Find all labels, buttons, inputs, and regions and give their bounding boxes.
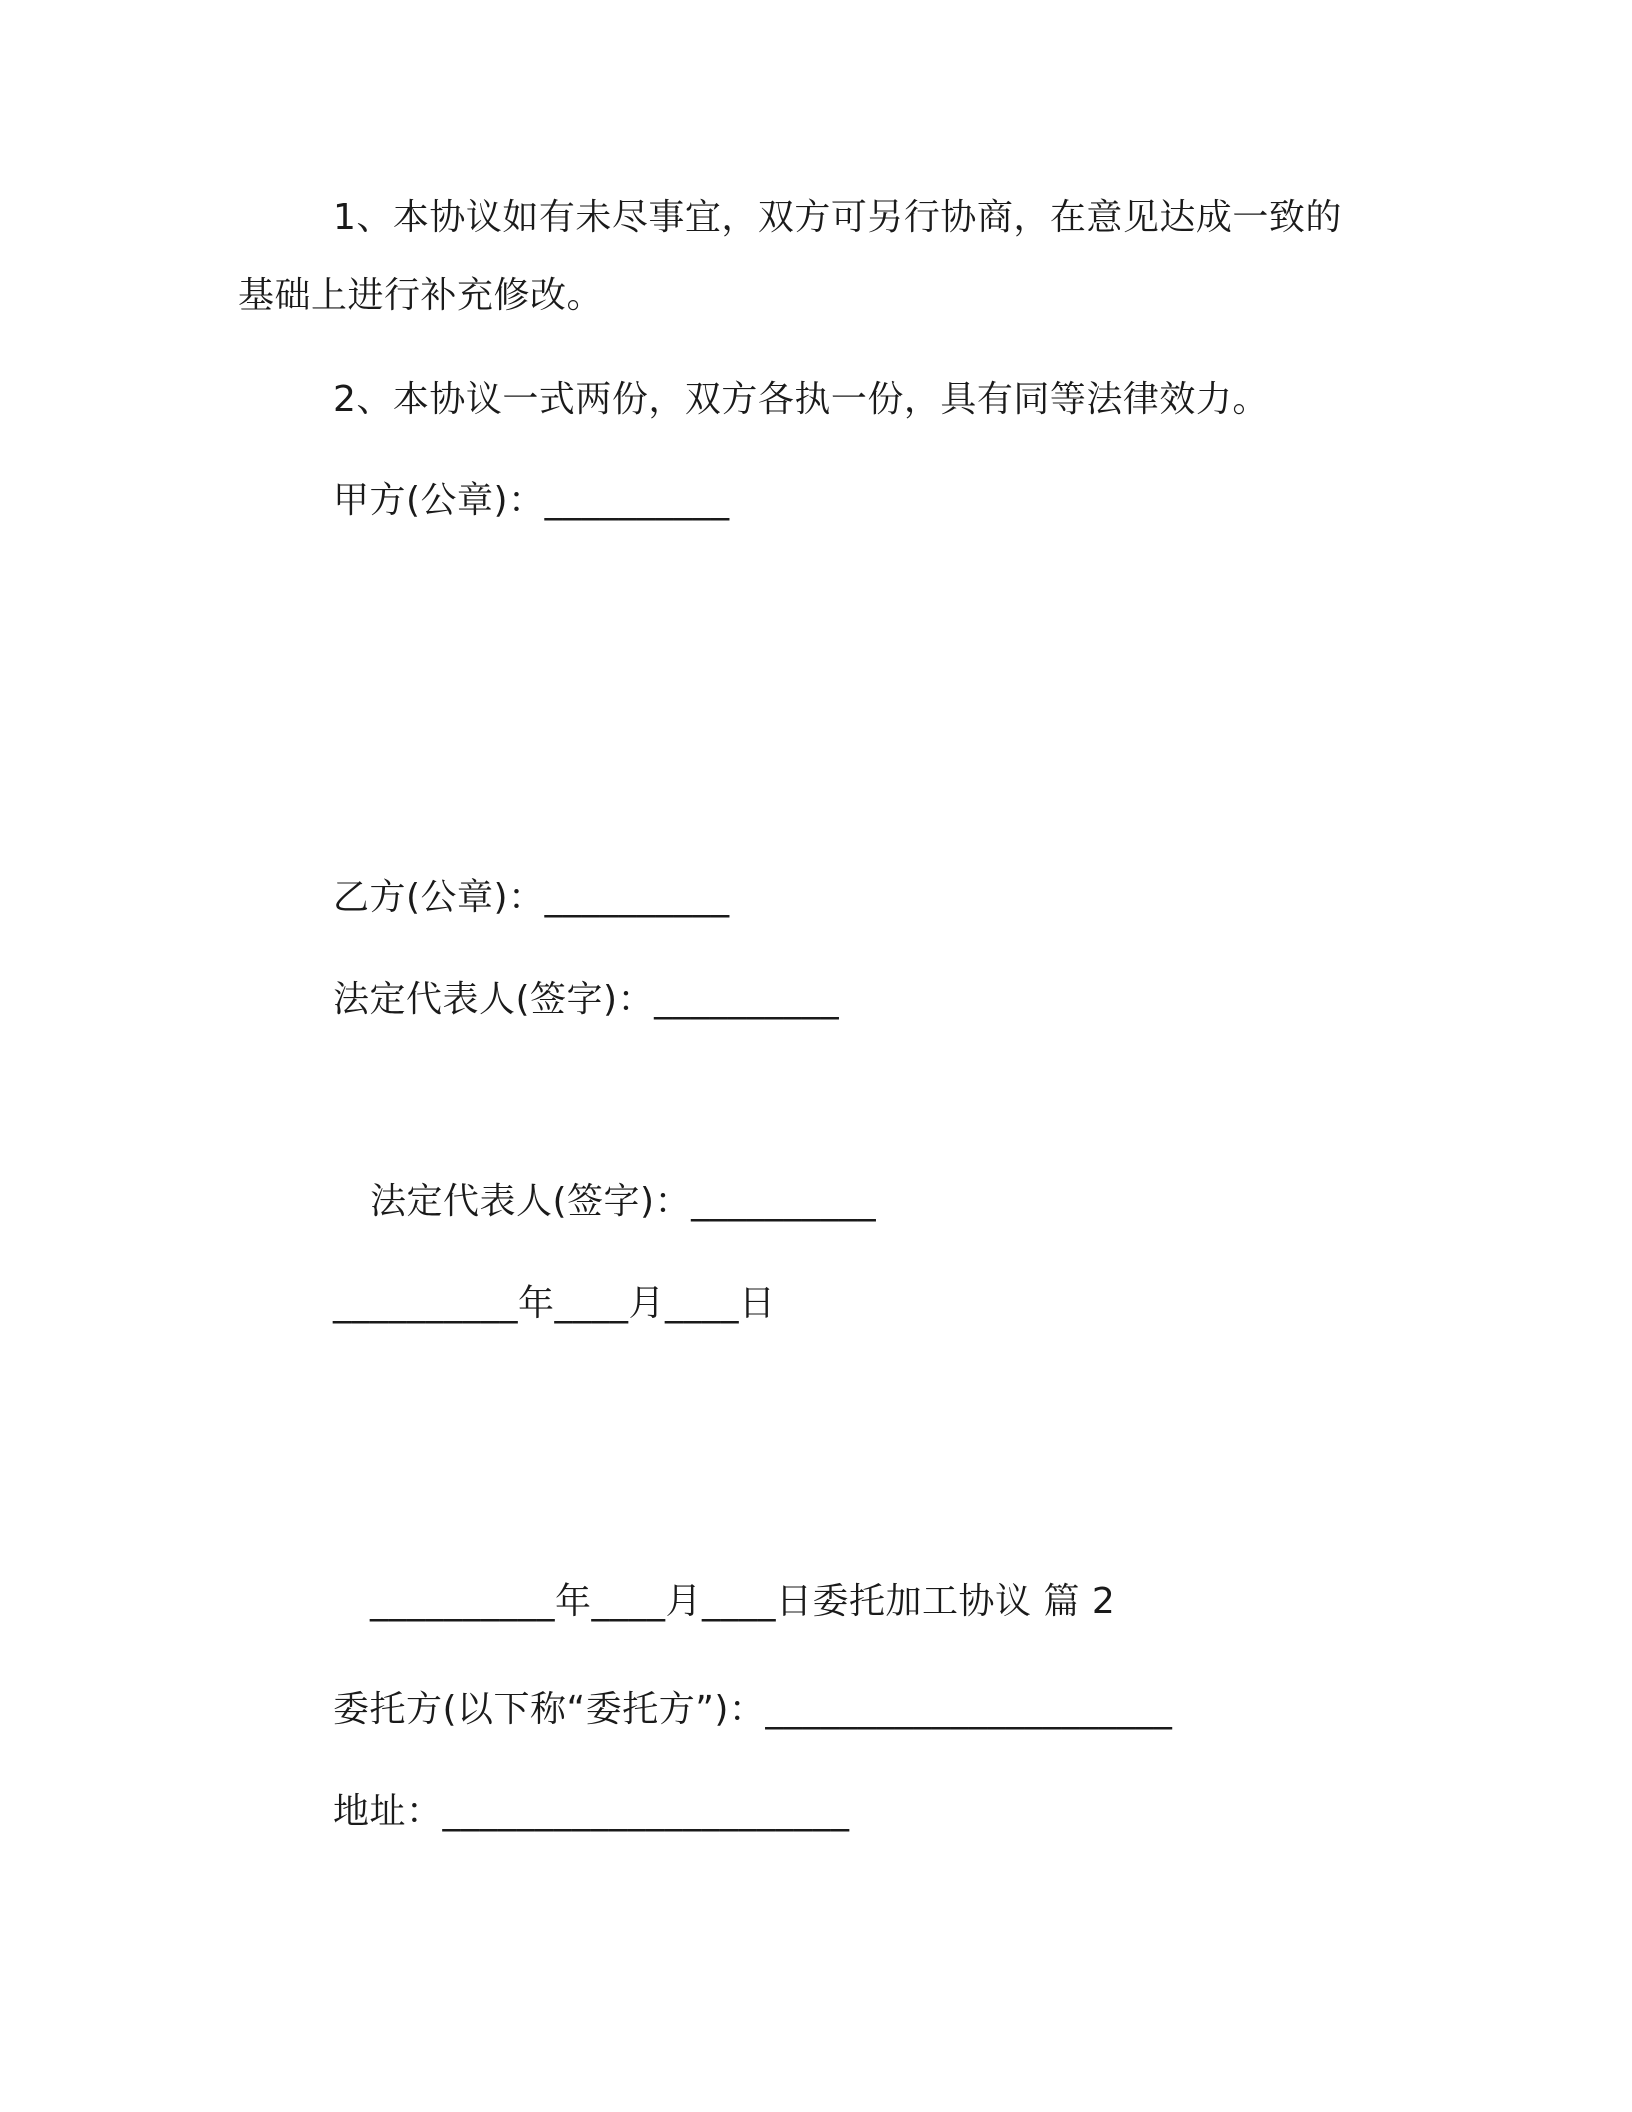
clause-2: 2、本协议一式两份，双方各执一份，具有同等法律效力。 xyxy=(333,379,1269,420)
party-a-seal-field: 甲方(公章)：__________ xyxy=(333,480,730,521)
legal-representative-signature-field-2: 法定代表人(签字)：__________ xyxy=(370,1181,877,1222)
party-b-seal-field: 乙方(公章)：__________ xyxy=(333,877,730,918)
client-party-field: 委托方(以下称“委托方”)：______________________ xyxy=(333,1689,1173,1730)
legal-representative-signature-field: 法定代表人(签字)：__________ xyxy=(333,979,840,1020)
clause-1-line-2: 基础上进行补充修改。 xyxy=(238,275,604,316)
clause-1-line-1: 1、本协议如有未尽事宜，双方可另行协商，在意见达成一致的 xyxy=(333,197,1342,238)
date-field: __________年____月____日 xyxy=(333,1283,776,1324)
agreement-2-heading: __________年____月____日委托加工协议 篇 2 xyxy=(370,1581,1116,1622)
address-field: 地址：______________________ xyxy=(333,1791,850,1832)
